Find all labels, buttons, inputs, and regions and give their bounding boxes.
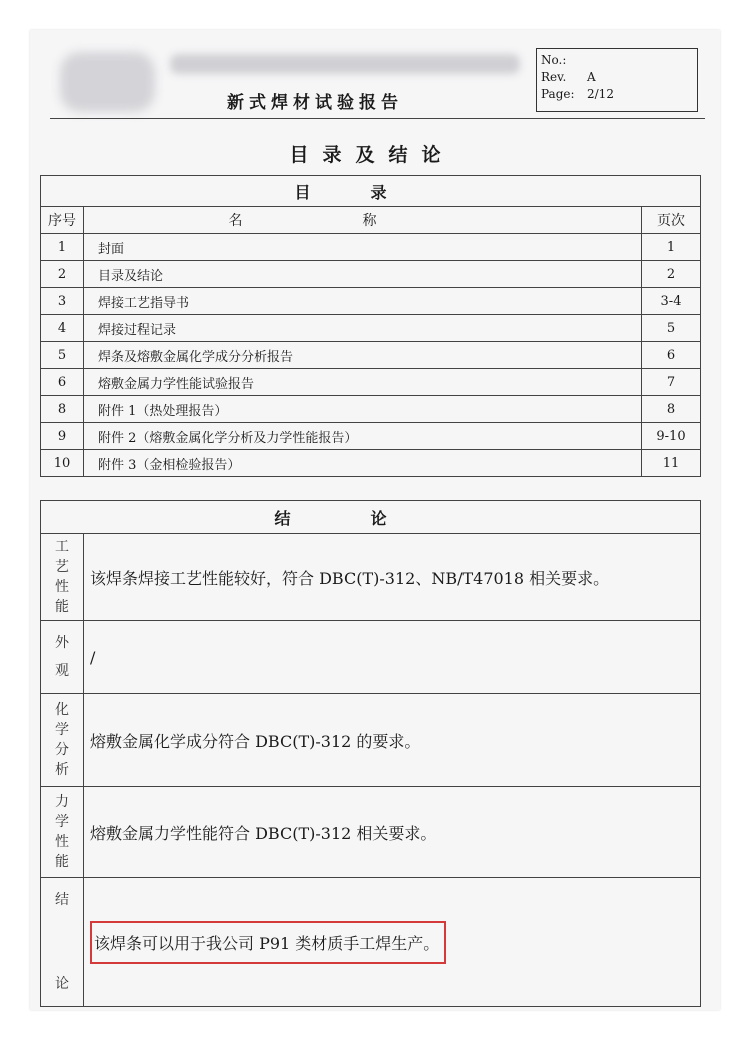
toc-row <box>41 234 701 261</box>
toc-row-page: 11 <box>642 450 701 477</box>
toc-row-num: 5 <box>41 342 84 369</box>
toc-row-name: 附件 1（热处理报告） <box>84 396 642 423</box>
conclusion-label-char: 工 <box>55 539 69 555</box>
toc-row <box>41 288 701 315</box>
toc-row <box>41 315 701 342</box>
toc-row-name: 焊接工艺指导书 <box>84 288 642 315</box>
conclusion-caption: 结论 <box>41 501 701 534</box>
toc-row-num: 3 <box>41 288 84 315</box>
toc-row <box>41 261 701 288</box>
toc-row-num: 4 <box>41 315 84 342</box>
toc-table <box>40 175 701 477</box>
toc-header-num: 序号 <box>41 207 84 234</box>
toc-row-num: 8 <box>41 396 84 423</box>
conclusion-label-char: 学 <box>55 722 69 738</box>
conclusion-text: 熔敷金属力学性能符合 DBC(T)-312 相关要求。 <box>90 823 437 843</box>
conclusion-label-char: 学 <box>55 814 69 830</box>
conclusion-label-char: 能 <box>55 599 69 615</box>
conclusion-label-char: 艺 <box>55 559 69 575</box>
conclusion-row <box>41 534 701 621</box>
toc-row-name: 焊条及熔敷金属化学成分分析报告 <box>84 342 642 369</box>
document-title: 新式焊材试验报告 <box>227 93 403 113</box>
conclusion-rows <box>41 534 701 1007</box>
conclusion-table <box>40 500 701 1007</box>
toc-row <box>41 369 701 396</box>
conclusion-label-char: 性 <box>55 834 69 850</box>
conclusion-row <box>41 621 701 694</box>
toc-row-num: 1 <box>41 234 84 261</box>
conclusion-row-label <box>41 787 84 878</box>
toc-row-page: 6 <box>642 342 701 369</box>
no-label: No.: <box>541 53 567 67</box>
conclusion-row <box>41 694 701 787</box>
toc-row-name: 熔敷金属力学性能试验报告 <box>84 369 642 396</box>
toc-row-num: 10 <box>41 450 84 477</box>
toc-row-page: 9-10 <box>642 423 701 450</box>
conclusion-text: 熔敷金属化学成分符合 DBC(T)-312 的要求。 <box>90 731 421 751</box>
conclusion-row-label <box>41 694 84 787</box>
toc-row-name: 附件 2（熔敷金属化学分析及力学性能报告） <box>84 423 642 450</box>
conclusion-row <box>41 787 701 878</box>
toc-row-page: 2 <box>642 261 701 288</box>
toc-rows <box>41 234 701 477</box>
rev-value: A <box>587 70 596 84</box>
conclusion-label-char: 结 <box>55 892 69 908</box>
final-conclusion-highlight: 该焊条可以用于我公司 P91 类材质手工焊生产。 <box>90 921 446 964</box>
conclusion-label-char: 观 <box>55 663 69 679</box>
toc-row-page: 3-4 <box>642 288 701 315</box>
toc-caption: 目录 <box>41 176 701 207</box>
conclusion-row-label <box>41 534 84 621</box>
toc-row-page: 5 <box>642 315 701 342</box>
page-value: 2/12 <box>587 87 614 101</box>
company-name-redacted <box>170 54 520 74</box>
conclusion-row-text-cell <box>84 694 701 787</box>
rev-label: Rev. <box>541 70 567 84</box>
conclusion-label-char: 外 <box>55 635 69 651</box>
conclusion-label-char: 分 <box>55 742 69 758</box>
company-logo-redacted <box>60 52 155 112</box>
conclusion-row-label <box>41 878 84 1007</box>
toc-row <box>41 450 701 477</box>
conclusion-row <box>41 878 701 1007</box>
toc-row-name: 目录及结论 <box>84 261 642 288</box>
toc-row <box>41 423 701 450</box>
conclusion-row-label <box>41 621 84 694</box>
conclusion-label-char: 性 <box>55 579 69 595</box>
toc-row-num: 9 <box>41 423 84 450</box>
conclusion-label-char: 论 <box>55 976 69 992</box>
toc-row-name: 封面 <box>84 234 642 261</box>
conclusion-label-char: 能 <box>55 854 69 870</box>
toc-row <box>41 396 701 423</box>
page-label: Page: <box>541 87 575 101</box>
conclusion-label-char: 力 <box>55 794 69 810</box>
toc-row-name: 附件 3（金相检验报告） <box>84 450 642 477</box>
conclusion-label-char: 析 <box>55 762 69 778</box>
conclusion-row-text-cell <box>84 787 701 878</box>
toc-row-page: 1 <box>642 234 701 261</box>
conclusion-row-text-cell <box>84 621 701 694</box>
toc-header-name: 名称 <box>84 207 642 234</box>
conclusion-row-text-cell <box>84 534 701 621</box>
header-divider <box>50 118 705 119</box>
toc-row-page: 7 <box>642 369 701 396</box>
toc-header-page: 页次 <box>642 207 701 234</box>
conclusion-row-text-cell <box>84 878 701 1007</box>
section-title: 目录及结论 <box>289 144 455 166</box>
toc-row-name: 焊接过程记录 <box>84 315 642 342</box>
conclusion-text: 该焊条焊接工艺性能较好，符合 DBC(T)-312、NB/T47018 相关要求。 <box>90 568 610 588</box>
document-info-box <box>536 48 698 112</box>
toc-row-num: 2 <box>41 261 84 288</box>
toc-row-num: 6 <box>41 369 84 396</box>
toc-row <box>41 342 701 369</box>
conclusion-text: / <box>90 647 96 667</box>
conclusion-label-char: 化 <box>55 702 69 718</box>
toc-row-page: 8 <box>642 396 701 423</box>
